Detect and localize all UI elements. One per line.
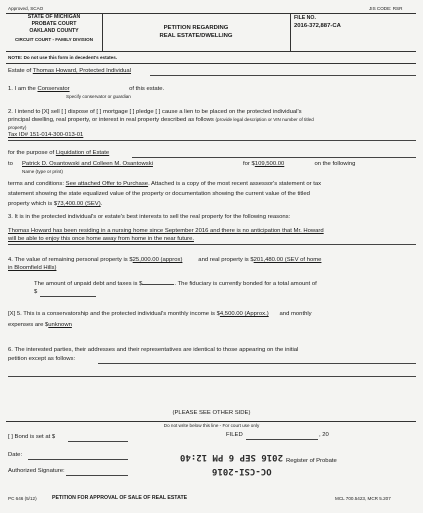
file-no: 2016-372,887-CA bbox=[294, 23, 341, 29]
approval-note: Approved, SCAO bbox=[8, 6, 44, 11]
purpose-line bbox=[8, 150, 109, 156]
purpose-fill bbox=[132, 157, 416, 158]
price-line bbox=[243, 161, 355, 167]
purpose-value: Liquidation of Estate bbox=[55, 150, 110, 156]
court-division: CIRCUIT COURT - FAMILY DIVISION bbox=[14, 36, 94, 42]
terms-line bbox=[8, 181, 321, 187]
note-rule bbox=[6, 63, 416, 64]
personal-value: 25,000.00 (approx) bbox=[132, 257, 183, 263]
item-6-fill-1 bbox=[98, 363, 416, 364]
header-bottom-rule bbox=[6, 51, 416, 52]
petition-title bbox=[102, 24, 290, 40]
date-label: Date: bbox=[8, 452, 23, 458]
real-value: 201,480.00 (SEV of home bbox=[253, 257, 322, 263]
estate-name: Thomas Howard, Protected Individual bbox=[32, 68, 132, 74]
name-hint: Name (type or print) bbox=[22, 169, 63, 174]
received-stamp-code: OC-CSI-2016 bbox=[212, 466, 272, 476]
court-use-rule bbox=[6, 421, 416, 422]
year-label: , 20 bbox=[319, 432, 329, 438]
item-4-mid: and real property is $ bbox=[198, 257, 254, 263]
see-other-side: (PLEASE SEE OTHER SIDE) bbox=[172, 410, 251, 416]
item-3: 3. It is in the protected individual's or estate's best interests to sell the real property for the following reasons: bbox=[8, 214, 291, 220]
item-1-role: Conservator bbox=[37, 86, 70, 92]
court-state: STATE OF MICHIGAN bbox=[27, 14, 81, 20]
signature-fill bbox=[66, 475, 128, 476]
monthly-income: 4,500.00 (Approx.) bbox=[219, 311, 269, 317]
item-2-line-2 bbox=[8, 117, 314, 123]
terms-prefix: terms and conditions: bbox=[8, 181, 64, 187]
price-suffix: on the following bbox=[314, 161, 356, 167]
item-2-line-2-small: (provide legal description or VIN number of titled bbox=[215, 117, 314, 122]
purpose-prefix: for the purpose of bbox=[8, 150, 55, 156]
court-name: PROBATE COURT bbox=[31, 21, 77, 28]
to-prefix: to bbox=[8, 161, 13, 167]
terms-value: See attached Offer to Purchase bbox=[65, 181, 149, 187]
debt-line bbox=[34, 279, 317, 287]
jis-code: JIS CODE: RSR bbox=[369, 6, 403, 11]
court-block bbox=[6, 14, 102, 43]
debt-prefix: The amount of unpaid debt and taxes is $ bbox=[34, 281, 143, 287]
item-4-line-1 bbox=[8, 257, 321, 263]
file-no-label: FILE NO. bbox=[294, 15, 316, 21]
reason-fill bbox=[8, 244, 416, 245]
item-6-line-2: petition except as follows: bbox=[8, 356, 76, 362]
item-2-property-label: property) bbox=[8, 125, 27, 130]
item-1-hint: Specify conservator or guardian bbox=[66, 94, 131, 99]
item-5-line-2 bbox=[8, 322, 82, 328]
petition-title-line-1: PETITION REGARDING bbox=[163, 25, 229, 31]
bond-set-label: [ ] Bond is set at $ bbox=[8, 434, 56, 440]
date-fill bbox=[28, 459, 128, 460]
item-5-line-1 bbox=[8, 311, 312, 317]
statement-line: statement showing the state equalized value of the property or documentation showing the current value of the titled bbox=[8, 191, 310, 197]
price-value: 109,500.00 bbox=[254, 161, 285, 167]
item-5-suffix: and monthly bbox=[279, 311, 312, 317]
item-4-prefix: 4. The value of remaining personal property is $ bbox=[8, 257, 133, 263]
bond-amount-fill bbox=[40, 296, 96, 297]
petition-title-line-2: REAL ESTATE/DWELLING bbox=[159, 33, 233, 39]
estate-fill bbox=[150, 75, 416, 76]
received-stamp-date: 2016 SEP 6 PM 12:40 bbox=[180, 452, 283, 462]
expenses-prefix: expenses are $ bbox=[8, 322, 49, 328]
register-label: Register of Probate bbox=[286, 458, 337, 464]
statute-reference: MCL 700.5423, MCR 5.207 bbox=[335, 496, 391, 501]
item-5-prefix: [X] 5. This is a conservatorship and the protected individual's monthly income is $ bbox=[8, 311, 220, 317]
bonded-text: . The fiduciary is currently bonded for a total amount of bbox=[174, 281, 317, 287]
bond-dollar: $ bbox=[34, 289, 38, 295]
estate-prefix: Estate of bbox=[8, 68, 32, 74]
tax-id-fill bbox=[8, 140, 416, 141]
filed-label: FILED bbox=[226, 432, 243, 438]
tax-id: Tax ID# 151-014-300-013-01 bbox=[8, 132, 84, 138]
court-county: OAKLAND COUNTY bbox=[29, 28, 79, 35]
value-suffix: . bbox=[100, 201, 103, 207]
form-title: PETITION FOR APPROVAL OF SALE OF REAL ESTATE bbox=[52, 495, 188, 501]
bond-set-fill bbox=[68, 441, 128, 442]
expenses-value: unknown bbox=[48, 322, 72, 328]
value-prefix: property which is $ bbox=[8, 201, 58, 207]
price-prefix: for $ bbox=[243, 161, 255, 167]
buyers: Patrick D. Osantowski and Colleen M. Osantowski bbox=[22, 161, 153, 167]
item-6-fill-2 bbox=[8, 376, 416, 377]
item-6-line-1: 6. The interested parties, their addresses and their representatives are identical to those appearing on the initial bbox=[8, 347, 299, 353]
reason-line-1: Thomas Howard has been residing in a nursing home since September 2016 and there is no anticipation that Mr. Howard bbox=[8, 228, 324, 234]
item-2-line-2-text: principal dwelling, real property, or interest in real property described as follows bbox=[8, 117, 214, 123]
form-number: PC 646 (5/12) bbox=[8, 496, 37, 501]
reason-line-2: will be able to enjoy this once home away from home in the near future. bbox=[8, 236, 194, 242]
terms-rest: . Attached is a copy of the most recent assessor's statement or tax bbox=[148, 181, 322, 187]
header-divider-2 bbox=[290, 13, 291, 51]
item-2-line-1: 2. I intend to [X] sell [ ] dispose of [ ] mortgage [ ] pledge [ ] cause a lien to be placed on the protected individual's bbox=[8, 109, 302, 115]
value-amount: 73,400.00 (SEV) bbox=[57, 201, 101, 207]
item-1 bbox=[8, 86, 164, 92]
filed-fill bbox=[246, 439, 318, 440]
decedent-note: NOTE: Do not use this form in decedent's estates. bbox=[8, 55, 118, 60]
authorized-signature-label: Authorized Signature: bbox=[8, 468, 65, 474]
value-line bbox=[8, 201, 102, 207]
real-value-cont: in Bloomfield Hills) bbox=[8, 265, 57, 271]
item-1-suffix: of this estate. bbox=[129, 86, 165, 92]
estate-line bbox=[8, 68, 131, 74]
item-1-prefix: 1. I am the bbox=[8, 86, 36, 92]
court-use-note: Do not write below this line - For court use only bbox=[163, 423, 260, 428]
